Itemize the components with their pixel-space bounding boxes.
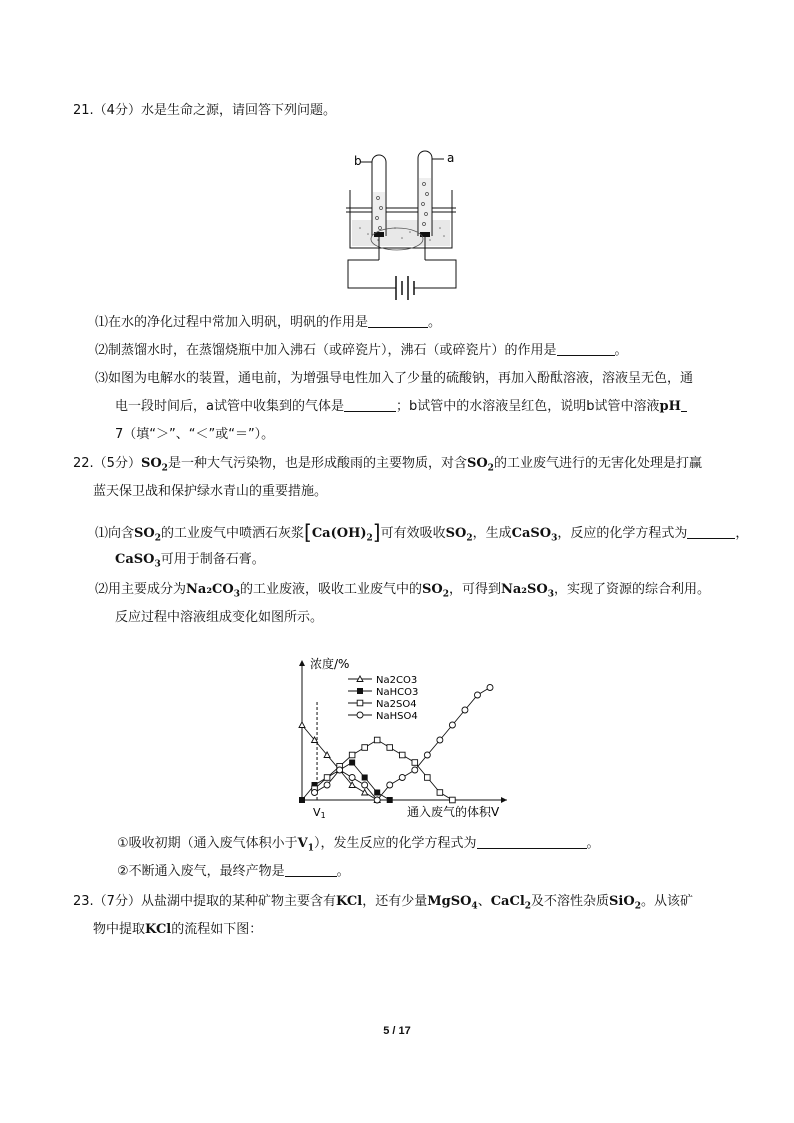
- legend-label-na2co3: Na2CO3: [376, 675, 418, 686]
- point-nahso4: [337, 767, 343, 773]
- point-nahso4: [374, 797, 380, 803]
- answer-blank[interactable]: [557, 343, 615, 356]
- point-na2so4: [450, 797, 456, 803]
- legend-label-na2so4: Na2SO4: [376, 699, 417, 710]
- legend-label-nahco3: NaHCO3: [376, 687, 419, 698]
- point-na2so4: [349, 752, 355, 758]
- x-axis-arrow: [501, 797, 507, 803]
- point-nahco3: [362, 775, 368, 781]
- point-nahso4: [462, 707, 468, 713]
- point-nahso4: [487, 685, 493, 691]
- concentration-chart: [290, 652, 520, 822]
- legend-marker-nahso4: [357, 712, 363, 718]
- point-nahco3: [374, 790, 380, 796]
- legend-label-nahso4: NaHSO4: [376, 711, 418, 722]
- q23-title: 23.（7分）从盐湖中提取的某种矿物主要含有KCl，还有少量MgSO$_4$、CaCl$_2$及不溶性杂质SiO$_2$。从该矿: [73, 894, 693, 912]
- q22-title: 22.（5分）$SO_2$是一种大气污染物，也是形成酸雨的主要物质，对含$SO_2$的工业废气进行的无害化处理是打赢: [73, 456, 702, 474]
- point-nahco3: [387, 797, 393, 803]
- point-nahso4: [399, 775, 405, 781]
- point-nahso4: [324, 782, 330, 788]
- q23-title-line2: 物中提取KCl的流程如下图：: [93, 922, 263, 937]
- point-nahso4: [412, 767, 418, 773]
- point-nahso4: [349, 775, 355, 781]
- q21-part1: ⑴在水的净化过程中常加入明矾，明矾的作用是 。: [95, 315, 442, 330]
- y-axis-arrow: [299, 660, 305, 666]
- point-nahso4: [449, 722, 455, 728]
- point-na2co3: [299, 722, 305, 728]
- point-na2so4: [437, 790, 443, 796]
- point-na2so4: [362, 745, 368, 751]
- point-nahco3: [349, 760, 355, 766]
- point-na2co3: [362, 790, 368, 796]
- answer-blank[interactable]: [681, 399, 687, 412]
- point-na2so4: [324, 775, 330, 781]
- point-nahso4: [387, 782, 393, 788]
- q22-chart-q2: ②不断通入废气，最终产物是 。: [117, 864, 350, 879]
- answer-blank[interactable]: [687, 526, 735, 539]
- q22-chart-q1: ①吸收初期（通入废气体积小于$V_1$），发生反应的化学方程式为 。: [117, 836, 600, 854]
- page-number: 5 / 17: [383, 1025, 411, 1037]
- point-nahso4: [362, 782, 368, 788]
- q21-title: 21.（4分）水是生命之源，请回答下列问题。: [73, 103, 336, 118]
- answer-blank[interactable]: [285, 864, 337, 877]
- tube-b-label: b: [354, 154, 362, 168]
- x-axis-label: 通入废气的体积V: [407, 805, 500, 819]
- point-na2so4: [399, 752, 405, 758]
- legend-marker-nahco3: [357, 688, 363, 694]
- answer-blank[interactable]: [477, 836, 587, 849]
- q21-part3-line3: 7（填“＞”、“＜”或“＝”）。: [115, 427, 275, 442]
- point-nahco3: [299, 797, 305, 803]
- q22-title-line2: 蓝天保卫战和保护绿水青山的重要措施。: [93, 484, 328, 499]
- point-nahso4: [474, 692, 480, 698]
- point-na2so4: [387, 745, 393, 751]
- point-nahso4: [437, 737, 443, 743]
- point-nahso4: [312, 790, 318, 796]
- q22-part1-line1: ⑴向含$SO_2$的工业废气中喷洒石灰浆$[Ca(OH)_2]$可有效吸收$SO_2$，生成CaSO$_3$，反应的化学方程式为 ，: [95, 520, 749, 544]
- answer-blank[interactable]: [368, 315, 428, 328]
- point-nahso4: [424, 752, 430, 758]
- point-na2so4: [412, 760, 418, 766]
- tube-a-label: a: [447, 151, 455, 165]
- point-na2so4: [425, 775, 431, 781]
- q22-part1-line2: CaSO$_3$可用于制备石膏。: [115, 552, 265, 570]
- legend-marker-na2so4: [357, 700, 363, 706]
- electrolysis-apparatus: [340, 148, 470, 303]
- q21-part3-line2: 电一段时间后，a试管中收集到的气体是 ；b试管中的水溶液呈红色，说明b试管中溶液pH: [115, 398, 687, 416]
- q22-part2-line1: ⑵用主要成分为$Na_2CO_3$的工业废液，吸收工业废气中的$SO_2$，可得到$Na_2SO_3$，实现了资源的综合利用。: [95, 582, 710, 600]
- q21-part2: ⑵制蒸馏水时，在蒸馏烧瓶中加入沸石（或碎瓷片），沸石（或碎瓷片）的作用是 。: [95, 343, 628, 358]
- answer-blank[interactable]: [344, 399, 396, 412]
- v1-label: V1: [313, 806, 326, 820]
- q22-part2-line2: 反应过程中溶液组成变化如图所示。: [115, 610, 324, 625]
- series-line-na2so4: [315, 740, 453, 800]
- point-na2so4: [374, 737, 380, 743]
- y-axis-label: 浓度/%: [310, 657, 350, 671]
- q21-part3-line1: ⑶如图为电解水的装置，通电前，为增强导电性加入了少量的硫酸钠，再加入酚酞溶液，溶液呈无色，通: [95, 371, 694, 386]
